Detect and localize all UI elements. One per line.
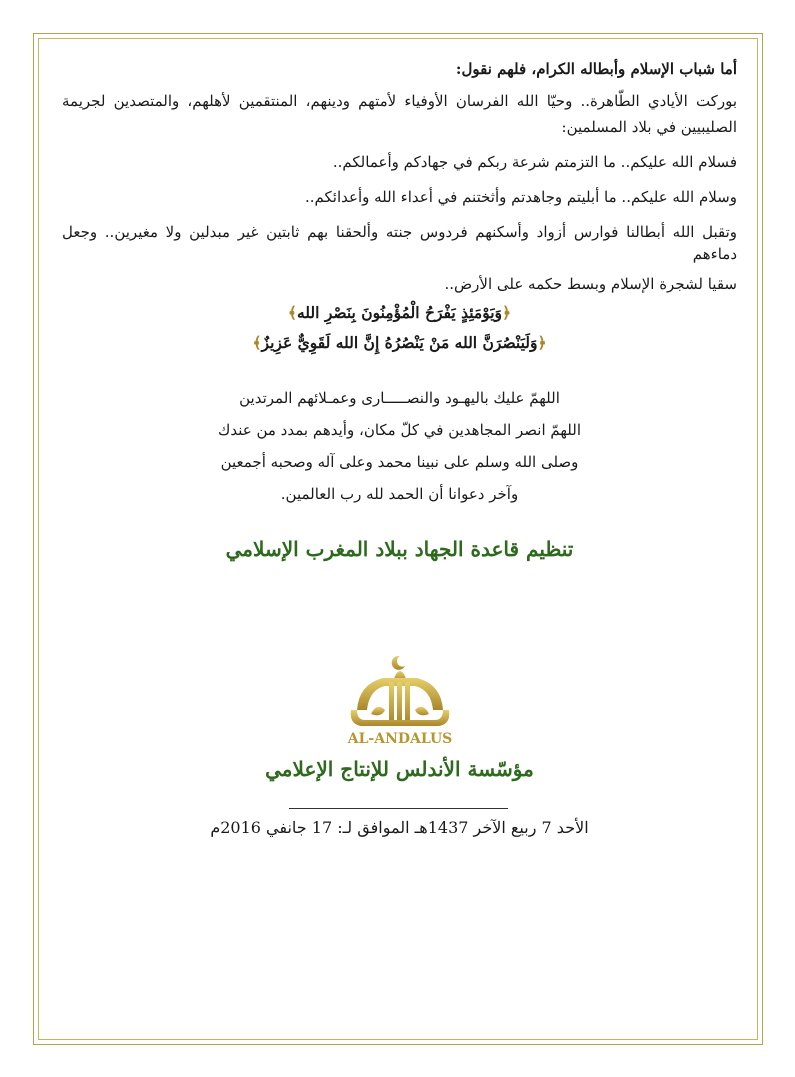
- quran-verse-1: ﴿وَيَوْمَئِذٍ يَفْرَحُ الْمُؤْمِنُونَ بِنَصْرِ الله﴾: [287, 303, 512, 322]
- supplication-2: اللهمّ انصر المجاهدين في كلّ مكان، وأيدهم بمدد من عندك: [217, 421, 582, 439]
- paragraph-4-line-2: سقيا لشجرة الإسلام وبسط حكمه على الأرض..: [444, 275, 737, 293]
- divider-line: [289, 808, 508, 809]
- paragraph-3: وسلام الله عليكم.. ما أبليتم وجاهدتم وأثختنم في أعداء الله وأعدائكم..: [304, 188, 737, 206]
- paragraph-1-line-1: بوركت الأيادي الطّاهرة.. وحيّا الله الفرسان الأوفياء لأمتهم ودينهم، المنتقمين لأهلهم، والمتصدين لجريمة: [62, 92, 737, 110]
- paragraph-1-line-2: الصليبيين في بلاد المسلمين:: [561, 118, 737, 136]
- media-block: [62, 757, 737, 781]
- statement-body: [62, 58, 737, 561]
- supplication-3: وصلى الله وسلم على نبينا محمد وعلى آله وصحبه أجمعين: [220, 453, 579, 471]
- paragraph-2: فسلام الله عليكم.. ما التزمتم شرعة ربكم في جهادكم وأعمالكم..: [332, 153, 737, 171]
- release-date: الأحد 7 ربيع الآخر 1437هـ الموافق لـ: 17 جانفي 2016م: [210, 818, 589, 837]
- quran-verse-2: ﴿وَلَيَنْصُرَنَّ الله مَنْ يَنْصُرُهُ إِنَّ الله لَقَوِيٌّ عَزِيزٌ﴾: [252, 333, 547, 352]
- header-line: أما شباب الإسلام وأبطاله الكرام، فلهم نقول:: [455, 60, 737, 78]
- supplication-1: اللهمّ عليك باليهـود والنصـــــارى وعمـلائهم المرتدين: [239, 389, 560, 407]
- media-foundation-name: مؤسّسة الأندلس للإنتاج الإعلامي: [265, 757, 534, 781]
- paragraph-4-line-1: وتقبل الله أبطالنا فوارس أزواد وأسكنهم فردوس جنته وألحقنا بهم ثابتين غير مبدلين ولا مغيرين.. وجعل دماءهم: [62, 223, 737, 263]
- supplication-4: وآخر دعوانا أن الحمد لله رب العالمين.: [280, 485, 519, 503]
- al-andalus-logo: [337, 652, 463, 748]
- organization-name: تنظيم قاعدة الجهاد ببلاد المغرب الإسلامي: [225, 537, 574, 561]
- logo-latin-text: AL-ANDALUS: [347, 731, 453, 747]
